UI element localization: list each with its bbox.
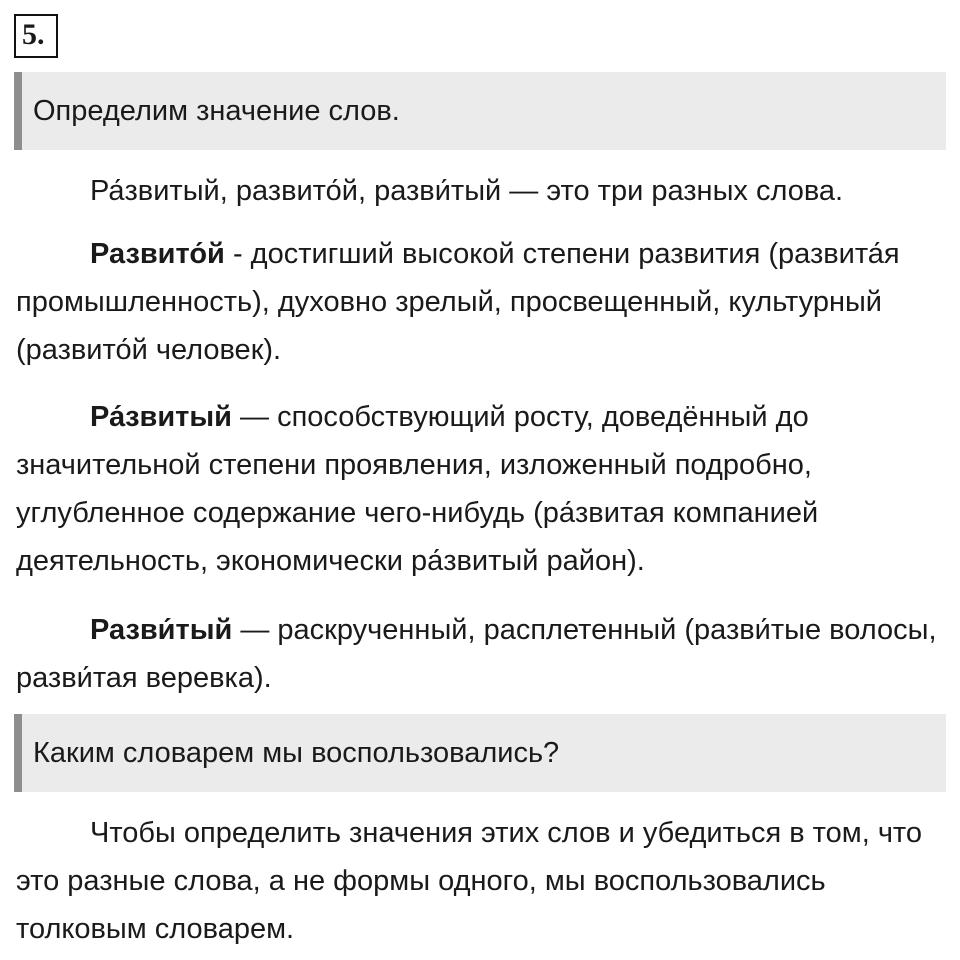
term-razvityy-first-stress: Ра́звитый — [90, 401, 232, 433]
section-heading-meanings: Определим значение слов. — [14, 72, 946, 150]
paragraph-conclusion — [16, 809, 952, 953]
paragraph-razvitoy — [16, 230, 952, 374]
definition-razvityy-first-stress: — способствующий росту, доведённый до значительной степени проявления, изложенный подробно, углубленное содержание чего-нибудь (ра́звитая компанией деятельность, экономически ра́звитый район). — [16, 401, 819, 577]
paragraph-text: Чтобы определить значения этих слов и убедиться в том, что это разные слова, а не формы одного, мы воспользовались толковым словарем. — [16, 817, 923, 945]
definition-razvitoy: - достигший высокой степени развития (развита́я промышленность), духовно зрелый, просвещенный, культурный (развито́й человек). — [16, 238, 900, 366]
term-razvitoy: Развито́й — [90, 238, 225, 270]
paragraph-intro — [16, 167, 952, 215]
task-number: 5. — [14, 14, 58, 58]
paragraph-razvityy-first-stress — [16, 393, 952, 585]
term-razvityy-second-stress: Разви́тый — [90, 614, 233, 646]
definition-razvityy-second-stress: — раскрученный, расплетенный (разви́тые волосы, разви́тая веревка). — [16, 614, 937, 694]
paragraph-razvityy-second-stress — [16, 606, 952, 702]
section-heading-dictionary: Каким словарем мы воспользовались? — [14, 714, 946, 792]
paragraph-text: Ра́звитый, развито́й, разви́тый — это три разных слова. — [90, 175, 844, 207]
